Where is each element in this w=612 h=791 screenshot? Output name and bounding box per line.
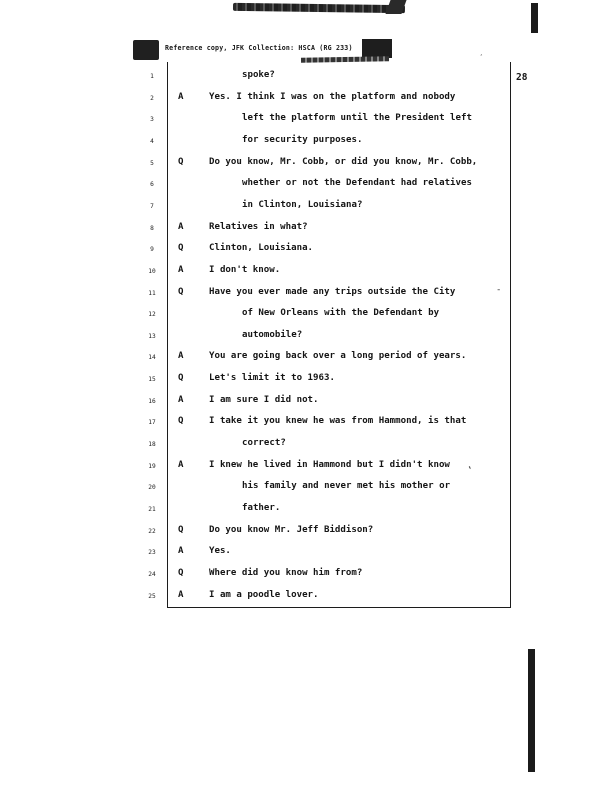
line-number: 17 bbox=[148, 419, 156, 427]
speaker-label: Q bbox=[178, 567, 184, 578]
transcript-line bbox=[0, 568, 612, 590]
line-number: 5 bbox=[150, 159, 154, 167]
line-text: his family and never met his mother or bbox=[242, 481, 451, 492]
speaker-label: A bbox=[178, 221, 184, 232]
speaker-label: Q bbox=[178, 286, 184, 297]
line-number: 7 bbox=[150, 202, 154, 210]
transcript-line bbox=[0, 200, 612, 222]
line-text: Relatives in what? bbox=[209, 221, 308, 232]
transcript-line bbox=[0, 70, 612, 92]
speaker-label: Q bbox=[178, 524, 184, 535]
transcript-line bbox=[0, 92, 612, 114]
transcript-line bbox=[0, 243, 612, 265]
transcript-line bbox=[0, 135, 612, 157]
stray-mark: - bbox=[496, 285, 502, 295]
line-text: left the platform until the President left bbox=[242, 113, 472, 124]
speaker-label: Q bbox=[178, 373, 184, 384]
speaker-label: Q bbox=[178, 156, 184, 167]
speaker-label: Q bbox=[178, 416, 184, 427]
line-text: I don't know. bbox=[209, 264, 281, 275]
transcript-line bbox=[0, 416, 612, 438]
line-text: whether or not the Defendant had relatives bbox=[242, 178, 472, 189]
line-number: 22 bbox=[148, 527, 156, 535]
line-number: 10 bbox=[148, 267, 156, 275]
transcript-line bbox=[0, 525, 612, 547]
line-number: 8 bbox=[150, 224, 154, 232]
transcript-line bbox=[0, 590, 612, 612]
transcript-line bbox=[0, 546, 612, 568]
line-number: 1 bbox=[150, 73, 154, 80]
line-number: 13 bbox=[148, 332, 156, 340]
page-number: 28 bbox=[516, 72, 528, 83]
line-number: 16 bbox=[148, 397, 156, 405]
line-text: Clinton, Louisiana. bbox=[209, 243, 314, 254]
line-text: Where did you know him from? bbox=[209, 567, 363, 578]
line-number: 24 bbox=[148, 570, 156, 578]
line-number: 23 bbox=[148, 549, 156, 557]
pen-mark: , bbox=[463, 460, 475, 472]
transcript-line bbox=[0, 287, 612, 309]
transcript-line bbox=[0, 373, 612, 395]
line-text: automobile? bbox=[242, 329, 303, 340]
line-text: Yes. bbox=[209, 546, 231, 557]
line-text: Do you know, Mr. Cobb, or did you know, Mr. Cobb, bbox=[209, 156, 478, 167]
transcript-line bbox=[0, 395, 612, 417]
speaker-label: A bbox=[178, 91, 184, 102]
line-number: 25 bbox=[148, 592, 156, 600]
transcript-line bbox=[0, 222, 612, 244]
transcript-line bbox=[0, 503, 612, 525]
line-number: 14 bbox=[148, 354, 156, 362]
reference-header: Reference copy, JFK Collection: HSCA (RG 233) bbox=[165, 44, 353, 52]
line-text: Have you ever made any trips outside the City bbox=[209, 286, 456, 297]
line-number: 2 bbox=[150, 94, 154, 102]
speaker-label: Q bbox=[178, 243, 184, 254]
line-text: father. bbox=[242, 503, 281, 513]
speaker-label: A bbox=[178, 546, 184, 557]
line-text: I am a poodle lover. bbox=[209, 589, 319, 600]
transcript-line bbox=[0, 157, 612, 179]
speaker-label: A bbox=[178, 589, 184, 600]
line-number: 9 bbox=[150, 246, 154, 254]
line-number: 15 bbox=[148, 376, 156, 384]
line-number: 3 bbox=[150, 116, 154, 124]
line-text: in Clinton, Louisiana? bbox=[242, 199, 363, 210]
line-number: 19 bbox=[148, 462, 156, 470]
line-text: Let's limit it to 1963. bbox=[209, 373, 335, 384]
line-text: Yes. I think I was on the platform and nobody bbox=[209, 91, 456, 102]
transcript-line bbox=[0, 178, 612, 200]
line-number: 6 bbox=[150, 181, 154, 189]
transcript-line bbox=[0, 460, 612, 482]
line-number: 12 bbox=[148, 311, 156, 319]
transcript-line bbox=[0, 481, 612, 503]
transcript-line bbox=[0, 330, 612, 352]
line-text: spoke? bbox=[242, 70, 275, 80]
speaker-label: A bbox=[178, 394, 184, 405]
line-number: 20 bbox=[148, 484, 156, 492]
transcript-line bbox=[0, 265, 612, 287]
line-number: 21 bbox=[148, 506, 156, 513]
transcript-line bbox=[0, 113, 612, 135]
speaker-label: A bbox=[178, 264, 184, 275]
line-text: I knew he lived in Hammond but I didn't know bbox=[209, 459, 450, 470]
line-text: for security purposes. bbox=[242, 134, 363, 145]
line-text: of New Orleans with the Defendant by bbox=[242, 308, 440, 319]
line-number: 11 bbox=[148, 289, 156, 297]
line-text: I take it you knew he was from Hammond, is that bbox=[209, 416, 467, 427]
transcript-line bbox=[0, 438, 612, 460]
line-text: I am sure I did not. bbox=[209, 394, 319, 405]
speaker-label: A bbox=[178, 351, 184, 362]
speaker-label: A bbox=[178, 459, 184, 470]
line-number: 18 bbox=[148, 441, 156, 449]
line-text: correct? bbox=[242, 438, 286, 449]
line-number: 4 bbox=[150, 137, 154, 145]
transcript-line bbox=[0, 351, 612, 373]
line-text: You are going back over a long period of years. bbox=[209, 351, 467, 362]
transcript-line bbox=[0, 308, 612, 330]
line-text: Do you know Mr. Jeff Biddison? bbox=[209, 524, 374, 535]
stray-mark: ˰ bbox=[480, 47, 485, 56]
